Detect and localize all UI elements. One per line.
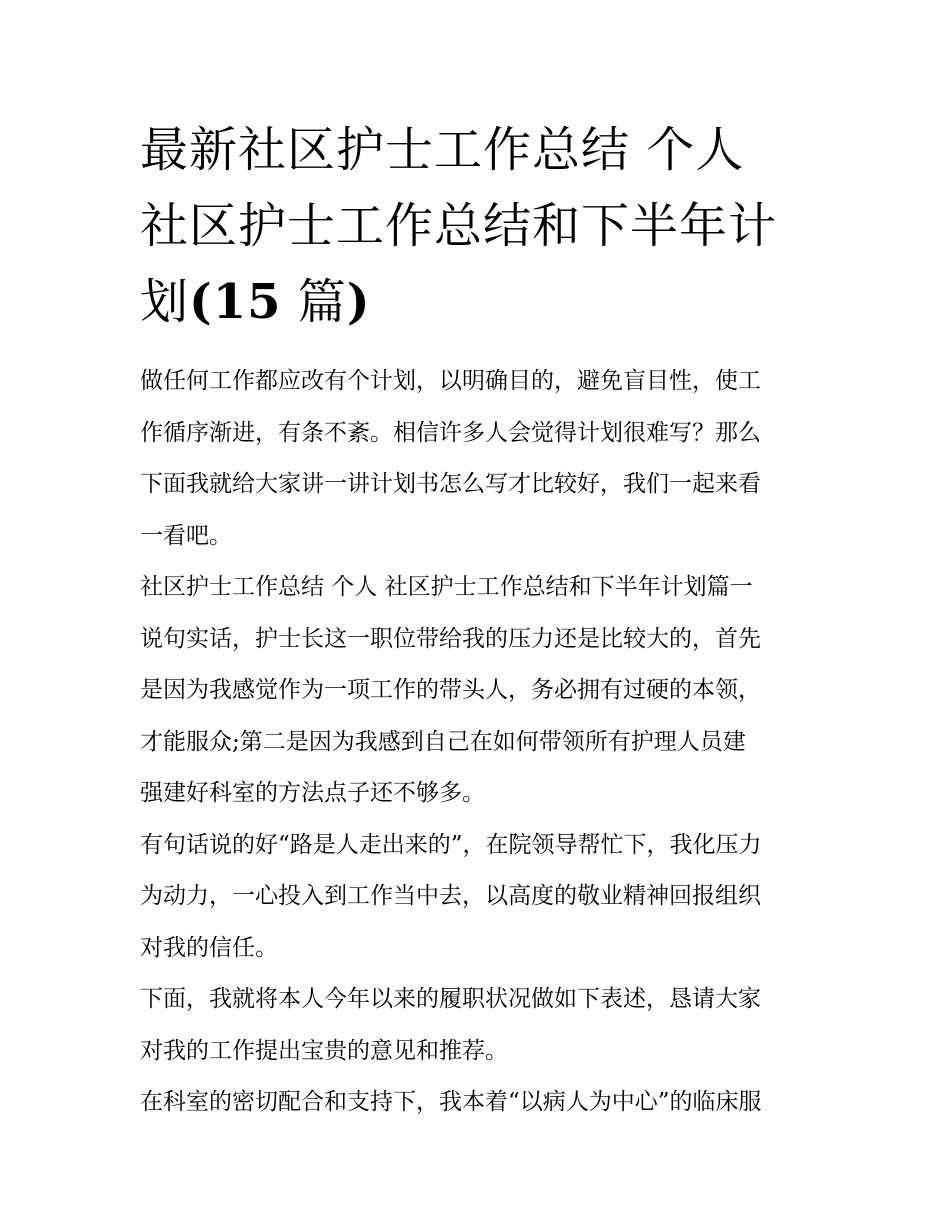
body-line: 说句实话，护士长这一职位带给我的压力还是比较大的，首先 (140, 625, 761, 652)
body-line: 下面，我就将本人今年以来的履职状况做如下表述，恳请大家 (140, 986, 761, 1012)
body-line: 有句话说的好“路是人走出来的”，在院领导帮忙下，我化压力 (140, 831, 762, 858)
body-line: 为动力，一心投入到工作当中去，以高度的敬业精神回报组织 (140, 883, 761, 909)
title-count-open: (15 (189, 274, 282, 330)
body-line: 一看吧。 (140, 522, 232, 549)
title-count-unit: 篇 (297, 274, 347, 330)
body-line: 对我的工作提出宝贵的意见和推荐。 (140, 1037, 508, 1064)
title-line-3 (140, 264, 830, 340)
body-line: 强建好科室的方法点子还不够多。 (140, 780, 485, 806)
body-line: 做任何工作都应改有个计划，以明确目的，避免盲目性，使工 (140, 368, 761, 394)
document-title (140, 112, 830, 340)
body-line: 是因为我感觉作为一项工作的带头人，务必拥有过硬的本领， (140, 677, 761, 703)
title-line-1: 最新社区护士工作总结 个人 (140, 122, 745, 178)
document-body (140, 356, 820, 1129)
body-line: 作循序渐进，有条不紊。相信许多人会觉得计划很难写？那么 (140, 419, 761, 446)
body-line: 在科室的密切配合和支持下，我本着“以病人为中心”的临床服 (140, 1089, 762, 1115)
title-line-2: 社区护士工作总结和下半年计 (140, 198, 778, 254)
body-line: 对我的信任。 (140, 934, 278, 961)
body-line: 社区护士工作总结 个人 社区护士工作总结和下半年计划篇一 (140, 574, 753, 600)
title-count-close: ) (346, 274, 371, 330)
body-line: 下面我就给大家讲一讲计划书怎么写才比较好，我们一起来看 (140, 471, 761, 497)
title-line-3-text: 划 (140, 274, 190, 330)
body-line: 才能服众;第二是因为我感到自己在如何带领所有护理人员建 (140, 728, 746, 755)
